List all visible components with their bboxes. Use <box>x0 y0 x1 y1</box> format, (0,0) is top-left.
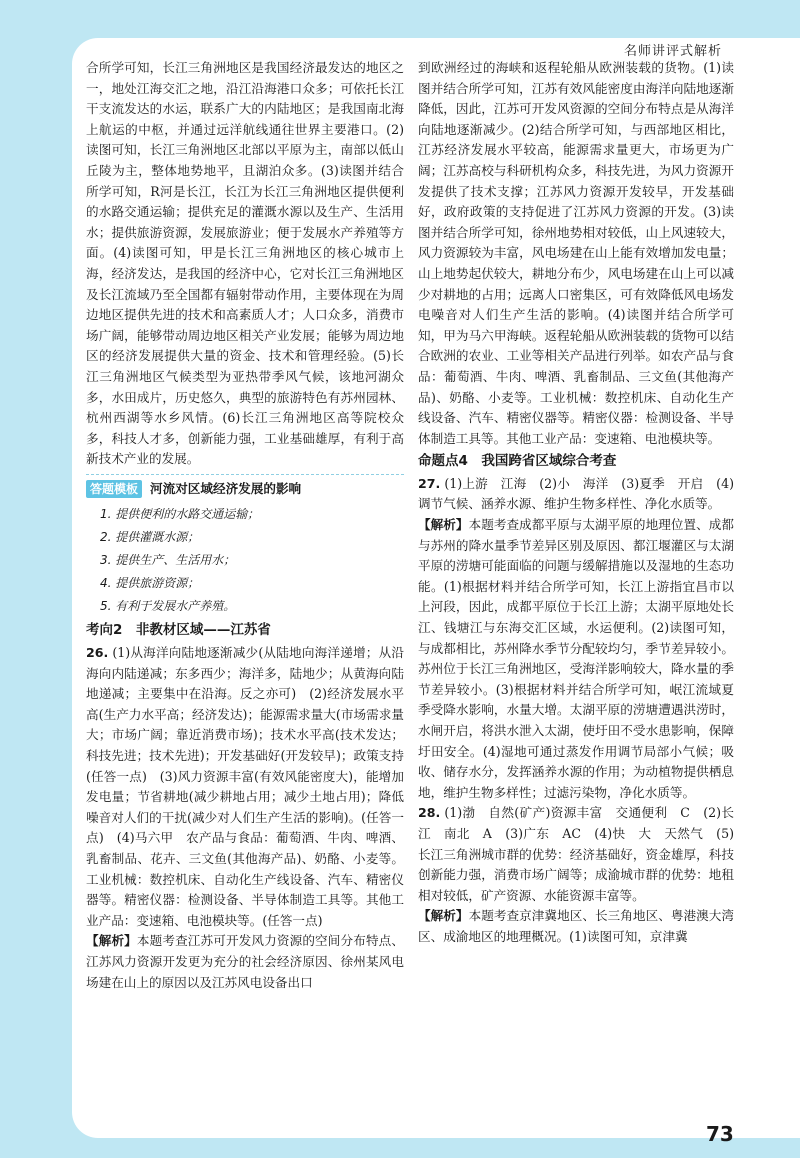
list-item: 4. 提供旅游资源； <box>100 576 200 591</box>
list-item: 1. 提供便利的水路交通运输； <box>100 507 260 522</box>
section-heading-2: 考向2 非教材区域——江苏省 <box>86 622 271 639</box>
right-para-1: 到欧洲经过的海峡和返程轮船从欧洲装载的货物。(1)读图并结合所学可知，江苏有效风能密度由海洋向陆地逐渐降低，因此，江苏可开发风资源的空间分布特点是从海洋向陆地逐渐减少。(2)结合所学可知，与西部地区相比，江苏经济发展水平较高，能源需求量更大，市场更为广阔；江苏高校与科研机构众多，科技先进，为风力资源开发提供了技术支撑；江苏风力资源开发较早，开发基础好，政府政策的支持促进了江苏风力资源的开发。(3)读图并结合所学可知，徐州地势相对较低，山上风速较大，风力资源较为丰富，风电场建在山上能有效增加发电量；山上地势起伏较大，耕地分布少，风电场建在山上可以减少对耕地的占用；远离人口密集区，可有效降低风电场发电噪音对人们生产生活的影响。(4)读图并结合所学可知，甲为马六甲海峡。返程轮船从欧洲装载的货物可以结合欧洲的农业、工业等相关产品进行列举。如农产品与食品：葡萄酒、牛肉、啤酒、乳畜制品、三文鱼(其他海产品)、奶酪、小麦等。工业机械：数控机床、自动化生产线设备、汽车、精密仪器等。精密仪器：检测设备、半导体制造工具等。其他工业产品：变速箱、电池模块等。 <box>418 60 734 446</box>
right-column <box>418 58 734 948</box>
answer-template-title: 河流对区域经济发展的影响 <box>150 480 302 496</box>
question-26-answer <box>86 643 404 931</box>
question-28-analysis <box>418 906 734 947</box>
question-28-number: 28. <box>418 805 441 821</box>
question-27-answer-text: (1)上游 江海 (2)小 海洋 (3)夏季 开启 (4)调节气候、涵养水源、维护生物多样性、净化水质等。 <box>418 475 734 512</box>
question-28-analysis-text: 本题考查京津冀地区、长三角地区、粤港澳大湾区、成渝地区的地理概况。(1)读图可知，京津冀 <box>418 908 735 944</box>
answer-template-tag: 答题模板 <box>86 480 142 498</box>
answer-template-list <box>86 503 404 618</box>
analysis-label: 【解析】 <box>418 517 469 533</box>
page-number: 73 <box>706 1122 734 1146</box>
left-column <box>86 58 404 993</box>
question-26-number: 26. <box>86 645 109 661</box>
question-27-analysis <box>418 515 734 803</box>
left-margin-strip <box>0 40 22 1120</box>
question-28-answer-text: (1)渤 自然(矿产)资源丰富 交通便利 C (2)长江 南北 A (3)广东 AC (4)快 大 天然气 (5)长江三角洲城市群的优势：经济基础好，资金雄厚，科技创新能力强，消费市场广阔等；成渝城市群的优势：地租相对较低，矿产资源、水能资源丰富等。 <box>418 805 734 903</box>
answer-template-head <box>86 479 404 500</box>
question-27-answer <box>418 474 734 515</box>
question-26-answer-text: (1)从海洋向陆地逐渐减少(从陆地向海洋递增；从沿海向内陆递减；东多西少；海洋多，陆地少；从黄海向陆地递减；主要集中在沿海。反之亦可) (2)经济发展水平高(生产力水平高；经济发达)；能源需求量大(市场需求量大；市场广阔；靠近消费市场)；技术水平高(技术发达；科技先进；技术先进)；开发基础好(开发较早)；政策支持(任答一点) (3)风力资源丰富(有效风能密度大)，能增加发电量；节省耕地(减少耕地占用；减少土地占用)；降低噪音对人们的干扰(减少对人们生产生活的影响)。(任答一点) (4)马六甲 农产品与食品：葡萄酒、牛肉、啤酒、乳畜制品、花卉、三文鱼(其他海产品)、奶酪、小麦等。工业机械：数控机床、自动化生产线设备、汽车、精密仪器等。精密仪器：检测设备、半导体制造工具等。其他工业产品：变速箱、电池模块等。(任答一点) <box>86 645 404 928</box>
list-item: 2. 提供灌溉水源； <box>100 530 200 545</box>
answer-template-box <box>86 474 404 619</box>
analysis-label: 【解析】 <box>86 933 137 949</box>
question-28-answer <box>418 803 734 906</box>
analysis-label: 【解析】 <box>418 908 469 924</box>
left-para-1: 合所学可知，长江三角洲地区是我国经济最发达的地区之一，地处江海交汇之地，沿江沿海港口众多；可依托长江干支流发达的水运，联系广大的内陆地区；是我国南北海上航运的中枢，并通过远洋航线通往世界主要港口。(2)读图可知，长江三角洲地区北部以平原为主，南部以低山丘陵为主，整体地势地平，且湖泊众多。(3)读图并结合所学可知，R河是长江，长江为长江三角洲地区提供便利的水路交通运输；提供充足的灌溉水源以及生产、生活用水；提供旅游资源，发展旅游业；便于发展水产养殖等方面。(4)读图可知，甲是长江三角洲地区的核心城市上海，经济发达，是我国的经济中心，它对长江三角洲地区及长江流域乃至全国都有辐射带动作用，主要体现在为周边地区提供先进的技术和高素质人才；人口众多，消费市场广阔，能够带动周边地区相关产业发展；能够为周边地区的经济发展提供大量的资金、技术和管理经验。(5)长江三角洲地区气候类型为亚热带季风气候，该地河湖众多，水田成片，历史悠久，典型的旅游特色有苏州园林、杭州西湖等水乡风情。(6)长江三角洲地区高等院校众多，科技人才多，创新能力强，工业基础雄厚，有利于高新技术产业的发展。 <box>86 60 404 467</box>
question-27-number: 27. <box>418 475 441 491</box>
question-27-analysis-text: 本题考查成都平原与太湖平原的地理位置、成都与苏州的降水量季节差异区别及原因、都江堰灌区与太湖平原的涝塘可能面临的问题与缓解措施以及湿地的生态功能。(1)根据材料并结合所学可知，长江上游指宜昌市以上河段，因此，成都平原位于长江上游；太湖平原地处长江、钱塘江与东海交汇区域，水运便利。(2)读图可知，与成都相比，苏州降水季节分配较均匀，季节差异较小。苏州位于长江三角洲地区，受海洋影响较大，降水量的季节差异较小。(3)根据材料并结合所学可知，岷江流域夏季受降水影响，水量大增。太湖平原的涝塘遭遇洪涝时，水闸开启，将洪水泄入太湖，使圩田不受水患影响，保障圩田安全。(4)湿地可通过蒸发作用调节局部小气候；吸收、储存水分，发挥涵养水源的作用；为动植物提供栖息地，维护生物多样性；过滤污染物，净化水质等。 <box>418 517 735 800</box>
section-heading-4: 命题点4 我国跨省区域综合考查 <box>418 453 617 470</box>
list-item: 3. 提供生产、生活用水； <box>100 553 236 568</box>
question-26-analysis <box>86 931 404 993</box>
list-item: 5. 有利于发展水产养殖。 <box>100 599 236 614</box>
header-title: 名师讲评式解析 <box>624 44 723 59</box>
question-26-analysis-text: 本题考查江苏可开发风力资源的空间分布特点、江苏风力资源开发更为充分的社会经济原因、徐州某风电场建在山上的原因以及江苏风电设备出口 <box>86 933 405 990</box>
